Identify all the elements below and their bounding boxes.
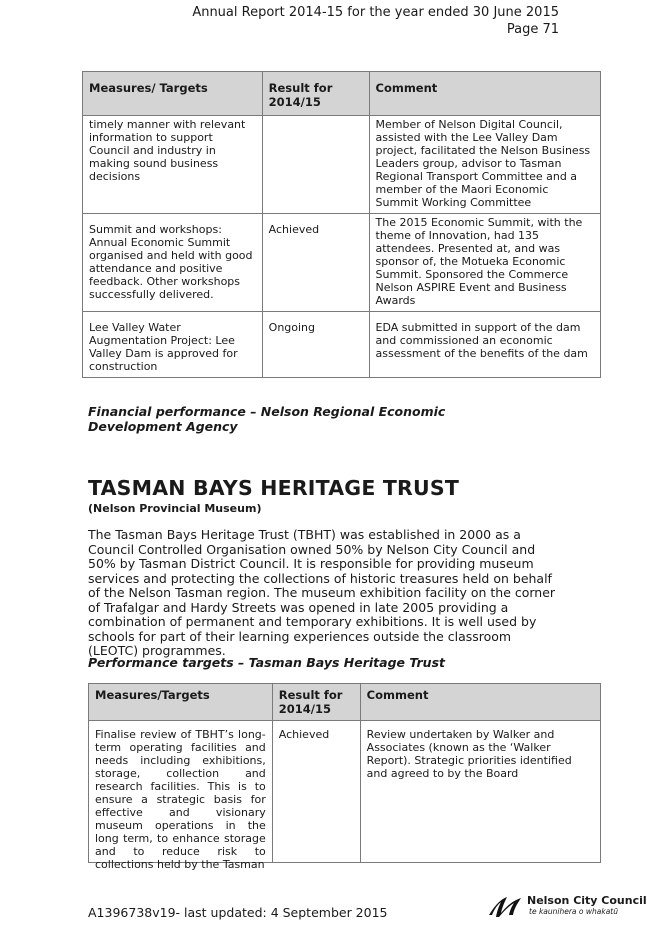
measure-cell: timely manner with relevant information to support Council and industry in making sound business decisions <box>83 116 263 214</box>
page-number: Page 71 <box>506 22 559 37</box>
comment-cell: Member of Nelson Digital Council, assisted with the Lee Valley Dam project, facilitated the Nelson Business Leaders group, advisor to Tasman Regional Transport Committee and a member of the Maori Economic Summit Working Committee <box>369 116 601 214</box>
table-header-row <box>89 684 601 721</box>
measure-cell: Summit and workshops: Annual Economic Summit organised and held with good attendance and positive feedback. Other workshops successfully delivered. <box>83 214 263 312</box>
intro-paragraph: The Tasman Bays Heritage Trust (TBHT) was established in 2000 as a Council Controlled Organisation owned 50% by Nelson City Council and 50% by Tasman District Council. It is responsible for providing museum services and protecting the collections of historic treasures held on behalf of the Nelson Tasman region. The museum exhibition facility on the corner of Trafalgar and Hardy Streets was opened in late 2005 providing a combination of permanent and temporary exhibitions. It is well used by schools for part of their learning experiences outside the classroom (LEOTC) programmes. <box>88 527 556 658</box>
table-row <box>83 312 601 378</box>
section-subtitle: (Nelson Provincial Museum) <box>88 502 262 515</box>
result-cell <box>262 116 369 214</box>
logo-tagline-text: te kaunihera o whakatū <box>529 907 618 916</box>
document-id-footer: A1396738v19- last updated: 4 September 2015 <box>88 905 388 920</box>
nelson-city-council-logo <box>487 893 647 919</box>
result-cell: Achieved <box>262 214 369 312</box>
table-header-row <box>83 72 601 116</box>
measure-cell-text: Finalise review of TBHT’s long-term operating facilities and needs including exhibitions, storage, collection and research facilities. This is to ensure a strategic basis for effective and visionary museum operations in the long term, to enhance storage and to reduce risk to collections held by the Tasman <box>95 728 266 871</box>
comment-cell: EDA submitted in support of the dam and commissioned an economic assessment of the benefits of the dam <box>369 312 601 378</box>
measure-cell: Lee Valley Water Augmentation Project: Lee Valley Dam is approved for construction <box>83 312 263 378</box>
measures-table-tbht <box>88 683 601 871</box>
table-row <box>83 214 601 312</box>
result-cell: Achieved <box>272 721 360 863</box>
section-title: TASMAN BAYS HERITAGE TRUST <box>88 476 460 500</box>
page-header <box>192 4 559 38</box>
council-logo-icon <box>487 893 527 919</box>
column-header-comment: Comment <box>360 684 600 721</box>
performance-targets-heading: Performance targets – Tasman Bays Heritage Trust <box>88 655 445 670</box>
comment-cell: The 2015 Economic Summit, with the theme of Innovation, had 135 attendees. Presented at, and was sponsor of, the Motueka Economic Summit. Sponsored the Commerce Nelson ASPIRE Event and Business Awards <box>369 214 601 312</box>
column-header-result: Result for 2014/15 <box>262 72 369 116</box>
result-cell: Ongoing <box>262 312 369 378</box>
financial-performance-heading: Financial performance – Nelson Regional Economic Development Agency <box>88 404 446 434</box>
report-title: Annual Report 2014-15 for the year ended 30 June 2015 <box>192 5 559 20</box>
column-header-measures: Measures/Targets <box>89 684 273 721</box>
logo-name-text: Nelson City Council <box>527 894 647 907</box>
column-header-measures: Measures/ Targets <box>83 72 263 116</box>
comment-cell: Review undertaken by Walker and Associates (known as the ‘Walker Report). Strategic priorities identified and agreed to by the Board <box>360 721 600 863</box>
column-header-comment: Comment <box>369 72 601 116</box>
table-row <box>83 116 601 214</box>
column-header-result: Result for 2014/15 <box>272 684 360 721</box>
measure-cell <box>89 721 273 871</box>
table-row <box>89 721 601 863</box>
measures-table-nelson-eda <box>82 71 601 378</box>
